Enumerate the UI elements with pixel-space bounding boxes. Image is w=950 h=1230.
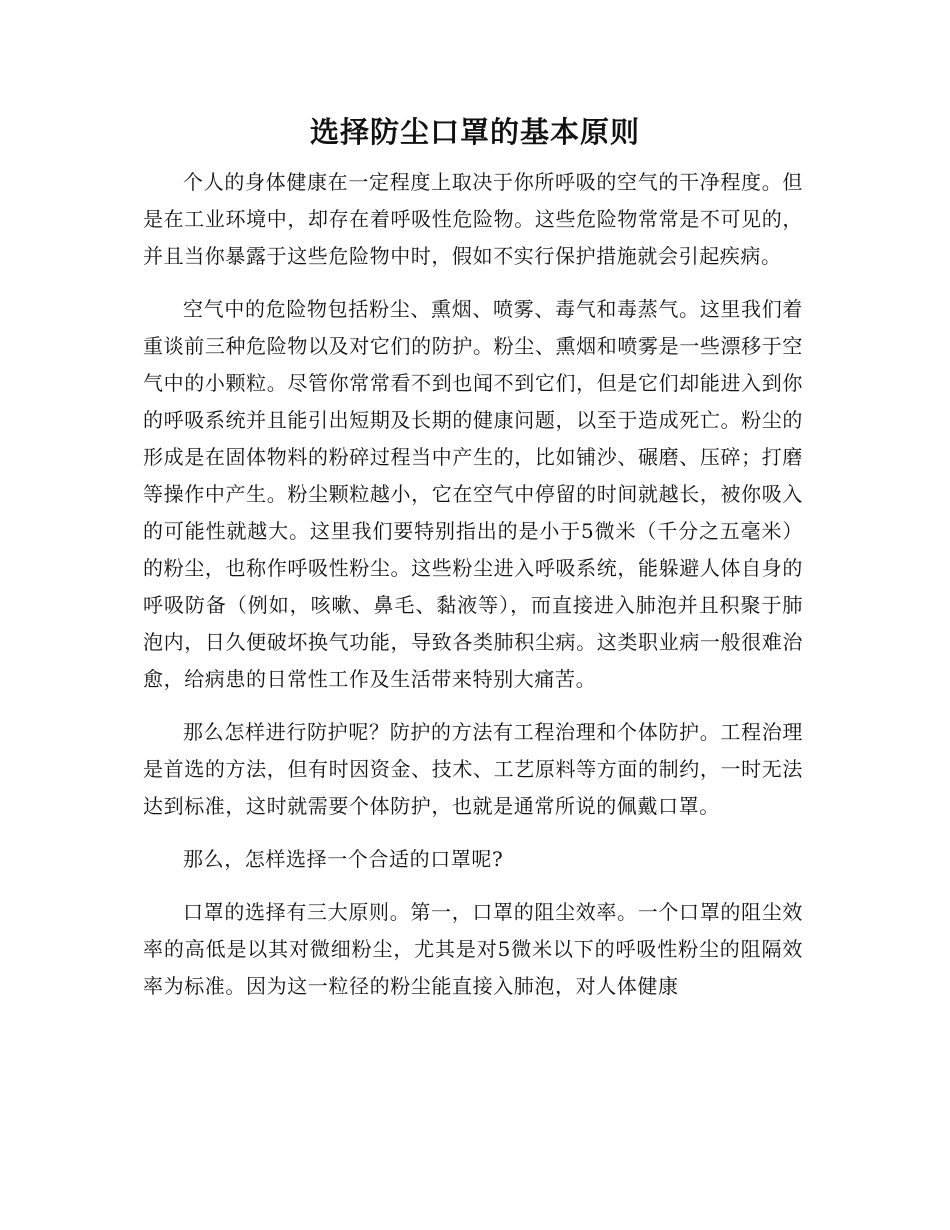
paragraph-question: 那么，怎样选择一个合适的口罩呢? bbox=[183, 847, 504, 871]
document-title: 选择防尘口罩的基本原则 bbox=[309, 115, 640, 149]
paragraph-principles: 口罩的选择有三大原则。第一，口罩的阻尘效率。一个口罩的阻尘效率的高低是以其对微细粉尘，尤其是对5微米以下的呼吸性粉尘的阻隔效率为标准。因为这一粒径的粉尘能直接入肺泡，对人体健康 bbox=[143, 900, 803, 998]
paragraph-hazards: 空气中的危险物包括粉尘、熏烟、喷雾、毒气和毒蒸气。这里我们着重谈前三种危险物以及对它们的防护。粉尘、熏烟和喷雾是一些漂移于空气中的小颗粒。尽管你常常看不到也闻不到它们，但是它们却能进入到你的呼吸系统并且能引出短期及长期的健康问题，以至于造成死亡。粉尘的形成是在固体物料的粉碎过程当中产生的，比如铺沙、碾磨、压碎；打磨等操作中产生。粉尘颗粒越小，它在空气中停留的时间就越长，被你吸入的可能性就越大。这里我们要特别指出的是小于5微米（千分之五毫米）的粉尘，也称作呼吸性粉尘。这些粉尘进入呼吸系统，能躲避人体自身的呼吸防备（例如，咳嗽、鼻毛、黏液等），而直接进入肺泡并且积聚于肺泡内，日久便破坏换气功能，导致各类肺积尘病。这类职业病一般很难治愈，给病患的日常性工作及生活带来特别大痛苦。 bbox=[143, 297, 803, 691]
paragraph-intro: 个人的身体健康在一定程度上取决于你所呼吸的空气的干净程度。但是在工业环境中，却存在着呼吸性危险物。这些危险物常常是不可见的，并且当你暴露于这些危险物中时，假如不实行保护措施就会引起疾病。 bbox=[143, 170, 803, 268]
paragraph-protection: 那么怎样进行防护呢？防护的方法有工程治理和个体防护。工程治理是首选的方法，但有时因资金、技术、工艺原料等方面的制约，一时无法达到标准，这时就需要个体防护，也就是通常所说的佩戴口罩。 bbox=[143, 720, 803, 818]
document-body bbox=[143, 164, 803, 1021]
